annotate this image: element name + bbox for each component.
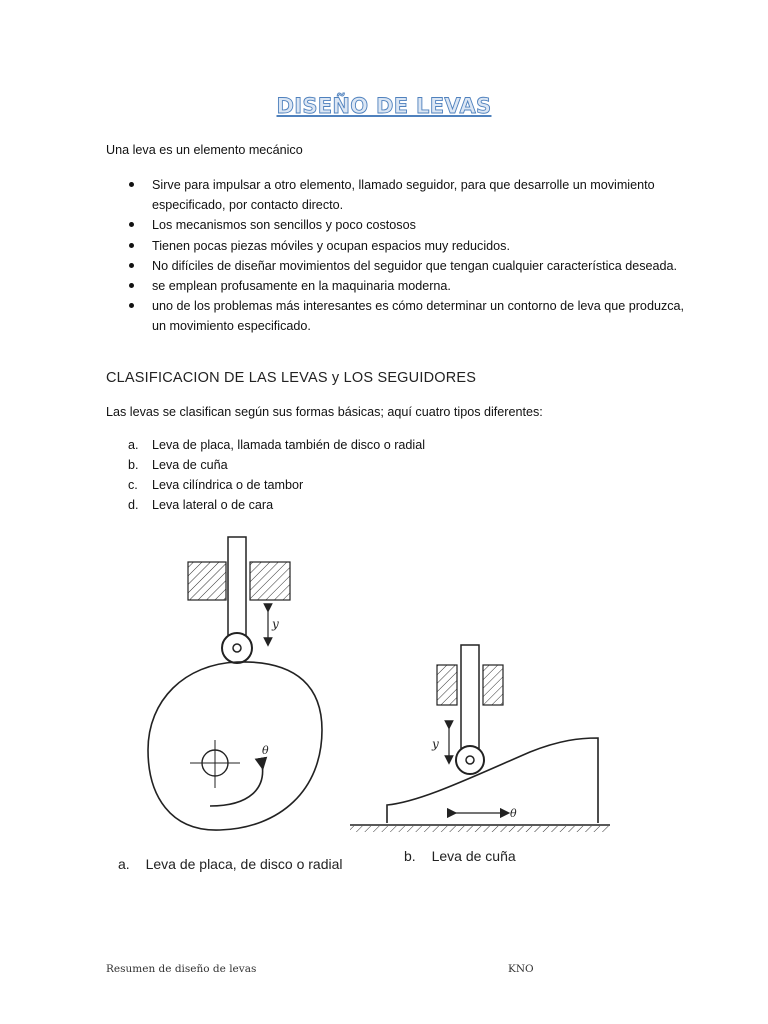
caption-marker: b. bbox=[404, 848, 416, 864]
list-marker: c. bbox=[128, 478, 138, 492]
list-item bbox=[128, 475, 425, 495]
plate-cam-figure bbox=[140, 528, 340, 833]
cam-types-list bbox=[128, 435, 425, 515]
section-heading: CLASIFICACION DE LAS LEVAS y LOS SEGUIDORES bbox=[106, 370, 477, 386]
y-label: y bbox=[272, 617, 279, 631]
list-item-text: Leva cilíndrica o de tambor bbox=[152, 478, 304, 492]
footer-right: KNO bbox=[508, 963, 534, 975]
list-item: Los mecanismos son sencillos y poco costosos bbox=[126, 215, 686, 235]
list-item-text: Leva de cuña bbox=[152, 458, 228, 472]
theta-label: θ bbox=[262, 744, 269, 757]
list-item: se emplean profusamente en la maquinaria moderna. bbox=[126, 276, 686, 296]
roller-follower bbox=[222, 633, 252, 663]
page-title: DISEÑO DE LEVAS bbox=[276, 94, 492, 118]
caption-marker: a. bbox=[118, 856, 130, 872]
wedge-cam-figure bbox=[345, 630, 615, 835]
theta-label: θ bbox=[510, 807, 517, 820]
features-list bbox=[126, 175, 686, 337]
y-label: y bbox=[432, 737, 439, 751]
list-item: uno de los problemas más interesantes es cómo determinar un contorno de leva que produzca, un movimiento especificado. bbox=[126, 296, 686, 336]
roller-follower bbox=[456, 746, 484, 774]
list-item: No difíciles de diseñar movimientos del seguidor que tengan cualquier característica deseada. bbox=[126, 256, 686, 276]
figure-b-caption bbox=[404, 848, 516, 864]
wedge-profile bbox=[387, 738, 598, 823]
list-marker: b. bbox=[128, 458, 139, 472]
cam-shaft bbox=[190, 740, 240, 788]
list-item bbox=[128, 495, 425, 515]
caption-text: Leva de placa, de disco o radial bbox=[145, 856, 343, 872]
list-item: Sirve para impulsar a otro elemento, llamado seguidor, para que desarrolle un movimiento especificado, por contacto directo. bbox=[126, 175, 686, 215]
list-item bbox=[128, 455, 425, 475]
list-marker: d. bbox=[128, 498, 139, 512]
footer-left: Resumen de diseño de levas bbox=[106, 963, 257, 975]
figure-a-caption bbox=[118, 856, 343, 872]
list-item: Tienen pocas piezas móviles y ocupan espacios muy reducidos. bbox=[126, 236, 686, 256]
list-marker: a. bbox=[128, 438, 139, 452]
follower-stem bbox=[228, 537, 246, 637]
cam-profile bbox=[148, 662, 322, 830]
ground bbox=[350, 825, 610, 832]
list-item bbox=[128, 435, 425, 455]
list-item-text: Leva lateral o de cara bbox=[152, 498, 274, 512]
follower-stem bbox=[461, 645, 479, 755]
intro-paragraph: Una leva es un elemento mecánico bbox=[106, 143, 303, 157]
list-item-text: Leva de placa, llamada también de disco o radial bbox=[152, 438, 426, 452]
caption-text: Leva de cuña bbox=[431, 848, 516, 864]
section-intro: Las levas se clasifican según sus formas básicas; aquí cuatro tipos diferentes: bbox=[106, 405, 543, 419]
